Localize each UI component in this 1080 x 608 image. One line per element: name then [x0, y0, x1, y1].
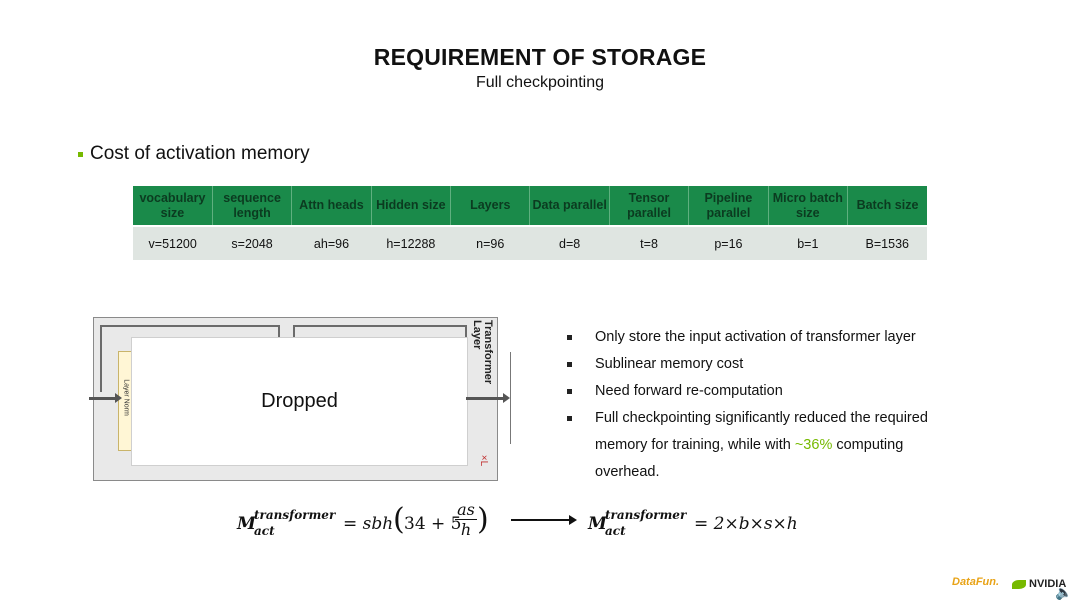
fraction-numerator: as — [455, 501, 477, 520]
equation-rhs: = 2×b×s×h — [694, 514, 798, 534]
fraction-denominator: h — [460, 520, 472, 539]
equation-superscript: transformer — [605, 508, 687, 522]
table-cell: d=8 — [530, 226, 609, 260]
list-item: Need forward re-computation — [567, 378, 967, 405]
equation-symbol: M — [588, 514, 607, 534]
equation-paren: ( — [393, 502, 405, 537]
list-item-text: Full checkpointing significantly reduced the required memory for training, while with — [595, 410, 928, 453]
nvidia-logo-text: NVIDIA — [1029, 578, 1067, 590]
equation-fraction — [455, 501, 477, 540]
list-item: Sublinear memory cost — [567, 351, 967, 378]
equation-rhs: = sbh — [343, 514, 394, 534]
square-bullet-icon — [78, 152, 83, 157]
equation-constant: 34 + 5 — [404, 514, 462, 534]
table-header-cell: Tensor parallel — [609, 186, 688, 226]
transformer-layer-label: Transformer Layer — [471, 320, 494, 385]
equation-subscript: act — [254, 524, 275, 538]
table-header-cell: Attn heads — [292, 186, 371, 226]
table-header-cell: Batch size — [848, 186, 927, 226]
divider-line — [510, 352, 511, 444]
table-cell: v=51200 — [133, 226, 212, 260]
repeat-count-label: ×L — [478, 454, 490, 467]
nvidia-eye-icon — [1012, 580, 1026, 589]
list-item — [567, 405, 967, 486]
activation-memory-equation — [237, 500, 497, 544]
table-header-cell: Layers — [451, 186, 530, 226]
list-item-text: computing overhead. — [595, 437, 904, 480]
overhead-highlight: ~36% — [794, 437, 833, 453]
layer-norm-label: Layer Norm — [122, 379, 130, 416]
table-cell: n=96 — [451, 226, 530, 260]
bullet-list — [567, 324, 967, 486]
section-heading — [78, 143, 310, 165]
table-cell: t=8 — [609, 226, 688, 260]
table-header-cell: Hidden size — [371, 186, 450, 226]
speaker-icon[interactable]: 🔈 — [1055, 584, 1073, 600]
equation-subscript: act — [605, 524, 626, 538]
slide-subtitle: Full checkpointing — [475, 74, 605, 91]
table-cell: s=2048 — [212, 226, 291, 260]
dropped-overlay — [131, 337, 468, 466]
table-cell: b=1 — [768, 226, 847, 260]
output-arrow-icon — [466, 397, 504, 400]
table-cell: h=12288 — [371, 226, 450, 260]
input-arrow-icon — [89, 397, 116, 400]
table-header-cell: Micro batch size — [768, 186, 847, 226]
section-heading-text: Cost of activation memory — [90, 143, 310, 164]
equation-superscript: transformer — [254, 508, 336, 522]
table-header-cell: Pipeline parallel — [689, 186, 768, 226]
table-header-cell: sequence length — [212, 186, 291, 226]
table-row — [133, 226, 927, 260]
checkpoint-memory-equation — [588, 508, 808, 544]
table-cell: B=1536 — [848, 226, 927, 260]
dropped-label: Dropped — [261, 390, 338, 412]
table-header-cell: Data parallel — [530, 186, 609, 226]
parameter-table — [133, 186, 927, 260]
table-header-row — [133, 186, 927, 226]
slide-title: REQUIREMENT OF STORAGE — [373, 44, 707, 70]
table-header-cell: vocabulary size — [133, 186, 212, 226]
equation-paren: ) — [477, 502, 489, 537]
right-arrow-icon — [511, 519, 573, 521]
list-item: Only store the input activation of transformer layer — [567, 324, 967, 351]
table-cell: p=16 — [689, 226, 768, 260]
table-cell: ah=96 — [292, 226, 371, 260]
datafun-logo: DataFun. — [952, 576, 1000, 588]
equation-symbol: M — [237, 514, 256, 534]
